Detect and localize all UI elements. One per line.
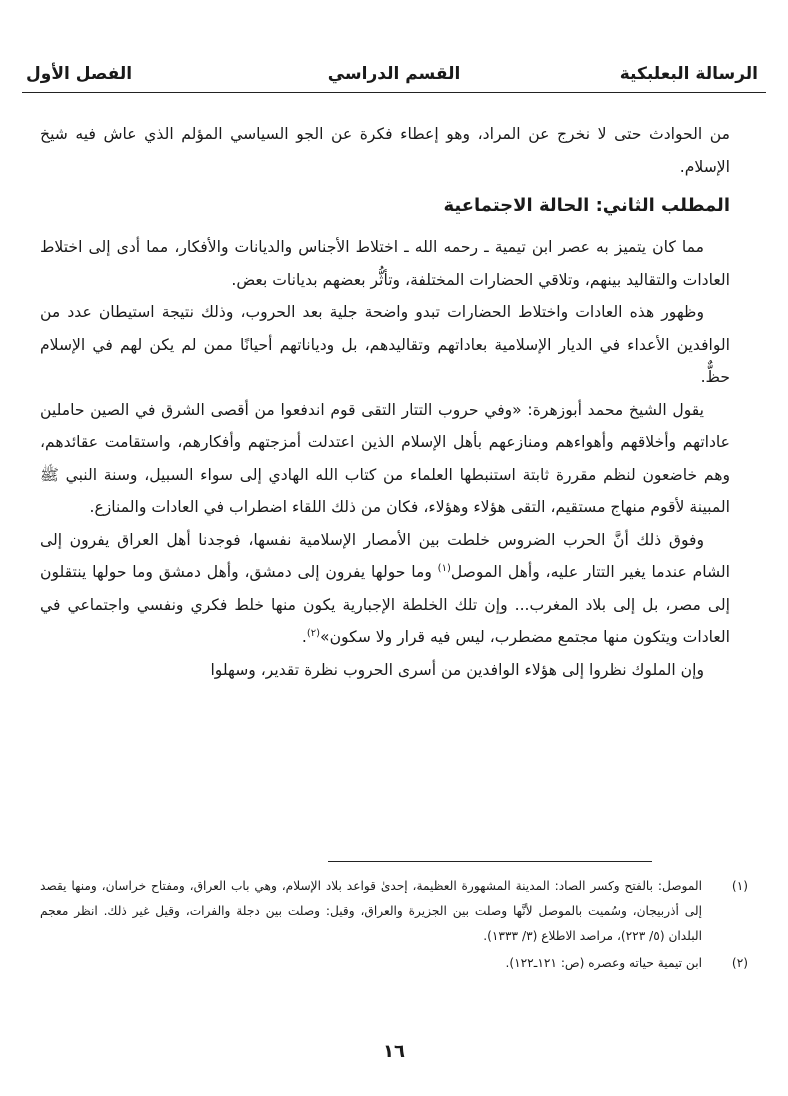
footnote-1 xyxy=(40,874,748,949)
footnote-number: (٢) xyxy=(731,956,748,970)
paragraph-continuation: من الحوادث حتى لا نخرج عن المراد، وهو إعطاء فكرة عن الجو السياسي المؤلم الذي عاش فيه شيخ الإسلام. xyxy=(40,125,730,176)
paragraph-5: وإن الملوك نظروا إلى هؤلاء الوافدين من أسرى الحروب نظرة تقدير، وسهلوا xyxy=(210,660,704,679)
footnotes xyxy=(40,874,748,978)
running-header xyxy=(22,60,766,93)
main-text xyxy=(40,118,730,686)
paragraph-4 xyxy=(40,524,730,654)
section-heading: المطلب الثاني: الحالة الاجتماعية xyxy=(443,195,730,216)
header-section: القسم الدراسي xyxy=(327,64,461,84)
paragraph-4-part-a: وفوق ذلك أنَّ الحرب الضروس خلطت بين الأمصار الإسلامية نفسها، فوجدنا أهل العراق يفرون إلى الشام عندما يغير التتار عليه، وأهل الموصل xyxy=(40,530,730,581)
footnote-number: (١) xyxy=(731,879,748,893)
footnote-text: الموصل: بالفتح وكسر الصاد: المدينة المشهورة العظيمة، إحدىٰ قواعد بلاد الإسلام، وهي باب العراق، ومفتاح خراسان، ومنها يقصد إلى أذربيجان، وسُميت بالموصل لأنَّها وصلت بين الجزيرة والعراق، وقيل: وصلت بين دجلة والفرات، وقيل غير ذلك. انظر معجم البلدان (٥/ ٢٢٣)، مراصد الاطلاع (٣/ ١٣٣٣). xyxy=(40,879,702,943)
footnote-2 xyxy=(40,951,748,976)
footnote-text: ابن تيمية حياته وعصره (ص: ١٢١ـ١٢٢). xyxy=(505,956,702,970)
header-book-title: الرسالة البعلبكية xyxy=(619,64,758,84)
paragraph-4-part-b: وما حولها يفرون إلى دمشق، وأهل دمشق وما حولها ينتقلون إلى مصر، بل إلى بلاد المغرب... وإن تلك الخلطة الإجبارية يكون منها خلط فكري ونفسي واجتماعي في العادات ويتكون منها مجتمع مضطرب، ليس فيه قرار ولا سكون» xyxy=(40,563,730,646)
page-number: ١٦ xyxy=(383,1041,405,1062)
footnote-ref-2[interactable]: (٢) xyxy=(306,627,321,639)
paragraph-3-quote: يقول الشيخ محمد أبوزهرة: «وفي حروب التتار التقى قوم اندفعوا من أقصى الشرق في الصين حاملين عاداتهم وأخلاقهم وأهواءهم ومنازعهم بأهل الإسلام الذين اعتدلت أمزجتهم وأفكارهم، واستقامت عقائدهم، وهم خاضعون لنظم مقررة ثابتة استنبطها العلماء من كتاب الله الهادي إلى سواء السبيل، وسنة النبي ﷺ المبينة لأقوم منهاج مستقيم، التقى هؤلاء وهؤلاء، فكان من ذلك اللقاء اضطراب في العادات والمنازع. xyxy=(40,400,730,516)
paragraph-2: وظهور هذه العادات واختلاط الحضارات تبدو واضحة جلية بعد الحروب، وذلك نتيجة استيطان عدد من الوافدين الأعداء في الديار الإسلامية بعاداتهم وتقاليدهم، بل وديانا‌تهم أحيانًا ممن لم يكن لهم في الإسلام حظٌّ. xyxy=(40,303,730,386)
footnote-ref-1[interactable]: (١) xyxy=(437,562,451,574)
header-chapter: الفصل الأول xyxy=(26,64,133,84)
paragraph-1: مما كان يتميز به عصر ابن تيمية ـ رحمه الله ـ اختلاط الأجناس والديانات والأفكار، مما أدى إلى اختلاط العادات والتقاليد بينهم، وتلاقي الحضارات المختلفة، وتأثُّر بعضهم بديانات بعض. xyxy=(40,238,730,289)
paragraph-4-part-c: . xyxy=(301,628,307,646)
footnote-separator xyxy=(328,861,652,862)
